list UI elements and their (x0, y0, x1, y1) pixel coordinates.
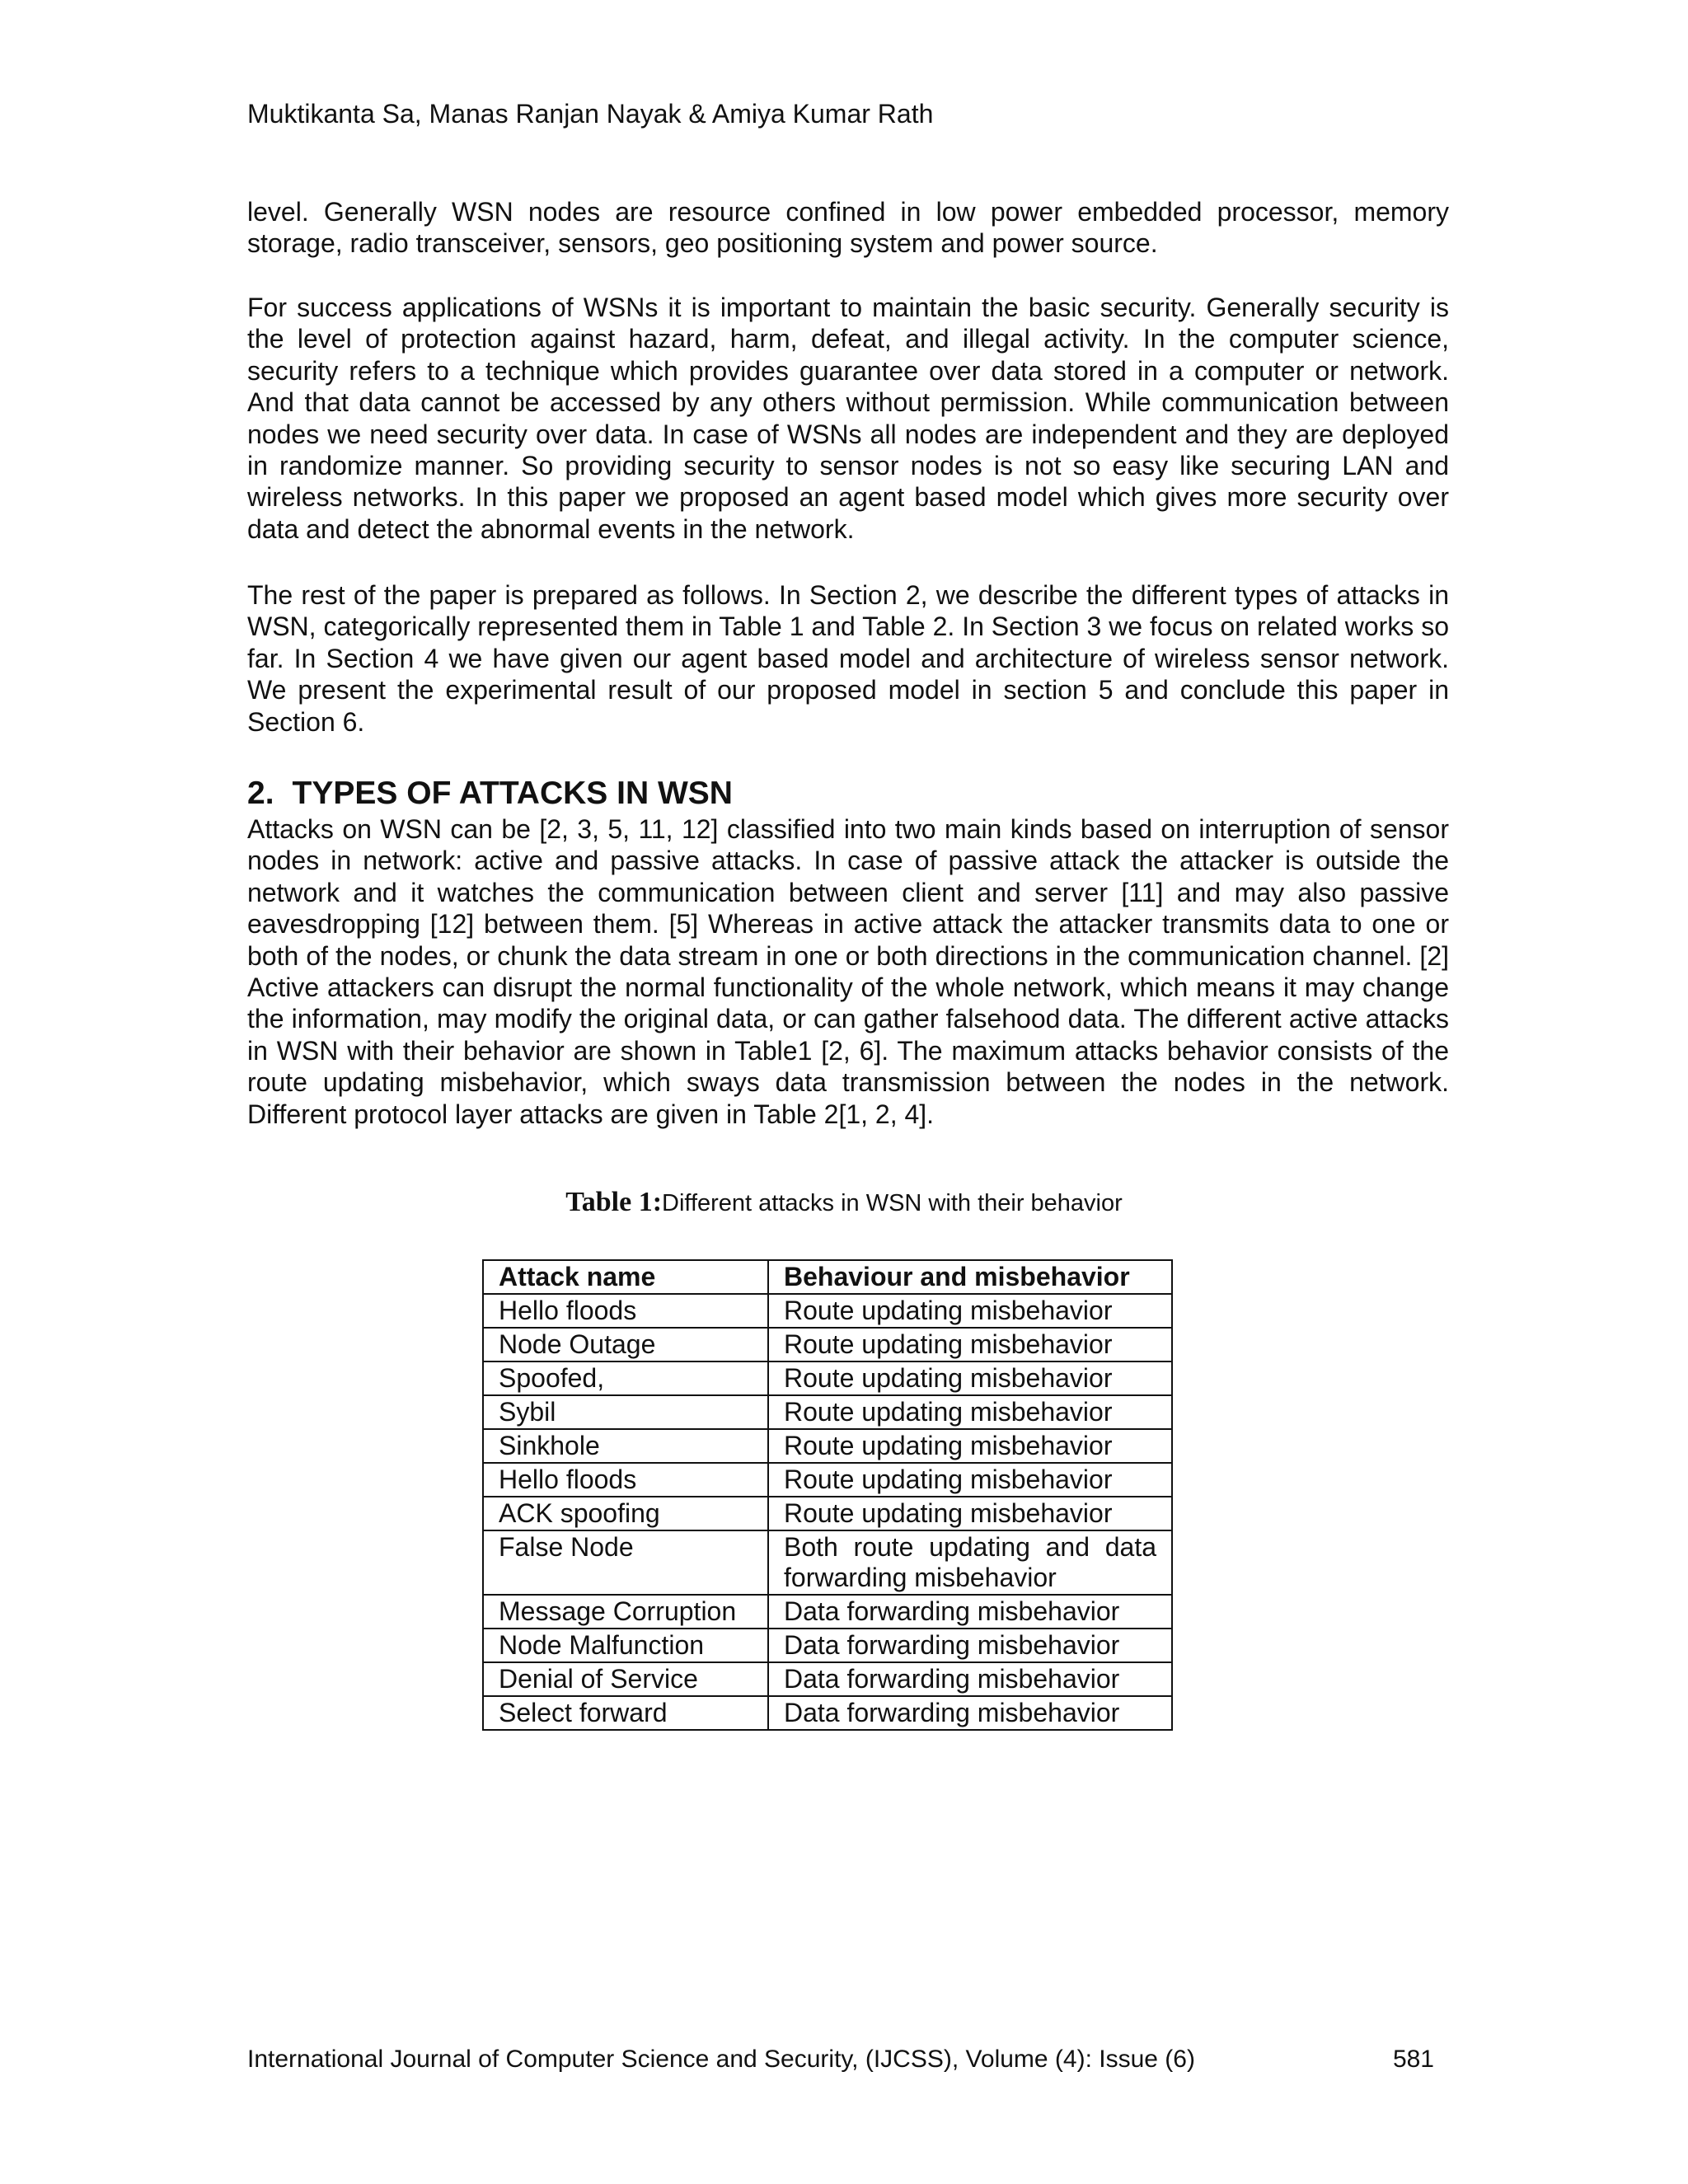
section-number: 2. (247, 776, 274, 811)
running-head-authors: Muktikanta Sa, Manas Ranjan Nayak & Amiya Kumar Rath (247, 99, 934, 129)
table-caption-text: Different attacks in WSN with their behavior (662, 1190, 1123, 1216)
table-cell-behaviour: Both route updating and data forwarding misbehavior (768, 1530, 1172, 1595)
paragraph-1: level. Generally WSN nodes are resource confined in low power embedded processor, memory storage, radio transceiver, sensors, geo positioning system and power source. (247, 197, 1449, 259)
table-header-cell: Behaviour and misbehavior (768, 1260, 1172, 1294)
table-row (483, 1595, 1172, 1629)
table-row (483, 1395, 1172, 1429)
table-cell-attack: Sinkhole (483, 1429, 768, 1463)
table-caption (0, 1187, 1688, 1219)
table-cell-attack: Select forward (483, 1696, 768, 1730)
table-row (483, 1497, 1172, 1530)
table-row (483, 1662, 1172, 1696)
table-cell-behaviour: Data forwarding misbehavior (768, 1662, 1172, 1696)
table-cell-behaviour: Data forwarding misbehavior (768, 1696, 1172, 1730)
table-cell-attack: Sybil (483, 1395, 768, 1429)
page-number: 581 (1392, 2046, 1434, 2073)
table-cell-attack: Message Corruption (483, 1595, 768, 1629)
footer-journal: International Journal of Computer Science and Security, (IJCSS), Volume (4): Issue (6) (247, 2046, 1195, 2073)
section-title: TYPES OF ATTACKS IN WSN (292, 776, 733, 811)
table-row (483, 1294, 1172, 1328)
table-cell-attack: Node Malfunction (483, 1629, 768, 1662)
table-cell-behaviour: Data forwarding misbehavior (768, 1595, 1172, 1629)
page-footer (247, 2044, 1434, 2075)
table-cell-attack: Hello floods (483, 1463, 768, 1497)
table-cell-attack: Spoofed, (483, 1361, 768, 1395)
paragraph-2: For success applications of WSNs it is important to maintain the basic security. Generally security is the level of protection against hazard, harm, defeat, and illegal activity. In the computer science, security refers to a technique which provides guarantee over data stored in a computer or network. And that data cannot be accessed by any others without permission. While communication between nodes we need security over data. In case of WSNs all nodes are independent and they are deployed in randomize manner. So providing security to sensor nodes is not so easy like securing LAN and wireless networks. In this paper we proposed an agent based model which gives more security over data and detect the abnormal events in the network. (247, 293, 1449, 544)
table-header-row (483, 1260, 1172, 1294)
table-cell-attack: False Node (483, 1530, 768, 1595)
table-row (483, 1530, 1172, 1595)
section-heading (247, 775, 733, 813)
table-row (483, 1629, 1172, 1662)
table-caption-label: Table 1: (565, 1187, 663, 1217)
paragraph-3: The rest of the paper is prepared as follows. In Section 2, we describe the different types of attacks in WSN, categorically represented them in Table 1 and Table 2. In Section 3 we focus on related works so far. In Section 4 we have given our agent based model and architecture of wireless sensor network. We present the experimental result of our proposed model in section 5 and conclude this paper in Section 6. (247, 580, 1449, 737)
table-cell-behaviour: Route updating misbehavior (768, 1463, 1172, 1497)
table-cell-behaviour: Route updating misbehavior (768, 1395, 1172, 1429)
paragraph-4: Attacks on WSN can be [2, 3, 5, 11, 12] classified into two main kinds based on interruption of sensor nodes in network: active and passive attacks. In case of passive attack the attacker is outside the network and it watches the communication between client and server [11] and may also passive eavesdropping [12] between them. [5] Whereas in active attack the attacker transmits data to one or both of the nodes, or chunk the data stream in one or both directions in the communication channel. [2] Active attackers can disrupt the normal functionality of the whole network, which means it may change the information, may modify the original data, or can gather falsehood data. The different active attacks in WSN with their behavior are shown in Table1 [2, 6]. The maximum attacks behavior consists of the route updating misbehavior, which sways data transmission between the nodes in the network. Different protocol layer attacks are given in Table 2[1, 2, 4]. (247, 814, 1449, 1129)
attacks-table (482, 1259, 1173, 1731)
table-row (483, 1696, 1172, 1730)
table-cell-behaviour: Data forwarding misbehavior (768, 1629, 1172, 1662)
table-row (483, 1361, 1172, 1395)
table-row (483, 1429, 1172, 1463)
table-cell-behaviour: Route updating misbehavior (768, 1497, 1172, 1530)
table-cell-attack: Node Outage (483, 1328, 768, 1361)
table-cell-attack: ACK spoofing (483, 1497, 768, 1530)
table-cell-behaviour: Route updating misbehavior (768, 1294, 1172, 1328)
table-cell-behaviour: Route updating misbehavior (768, 1328, 1172, 1361)
table-cell-attack: Denial of Service (483, 1662, 768, 1696)
table-cell-attack: Hello floods (483, 1294, 768, 1328)
table-cell-behaviour: Route updating misbehavior (768, 1429, 1172, 1463)
table-row (483, 1328, 1172, 1361)
table-row (483, 1463, 1172, 1497)
table-cell-behaviour: Route updating misbehavior (768, 1361, 1172, 1395)
table-header-cell: Attack name (483, 1260, 768, 1294)
